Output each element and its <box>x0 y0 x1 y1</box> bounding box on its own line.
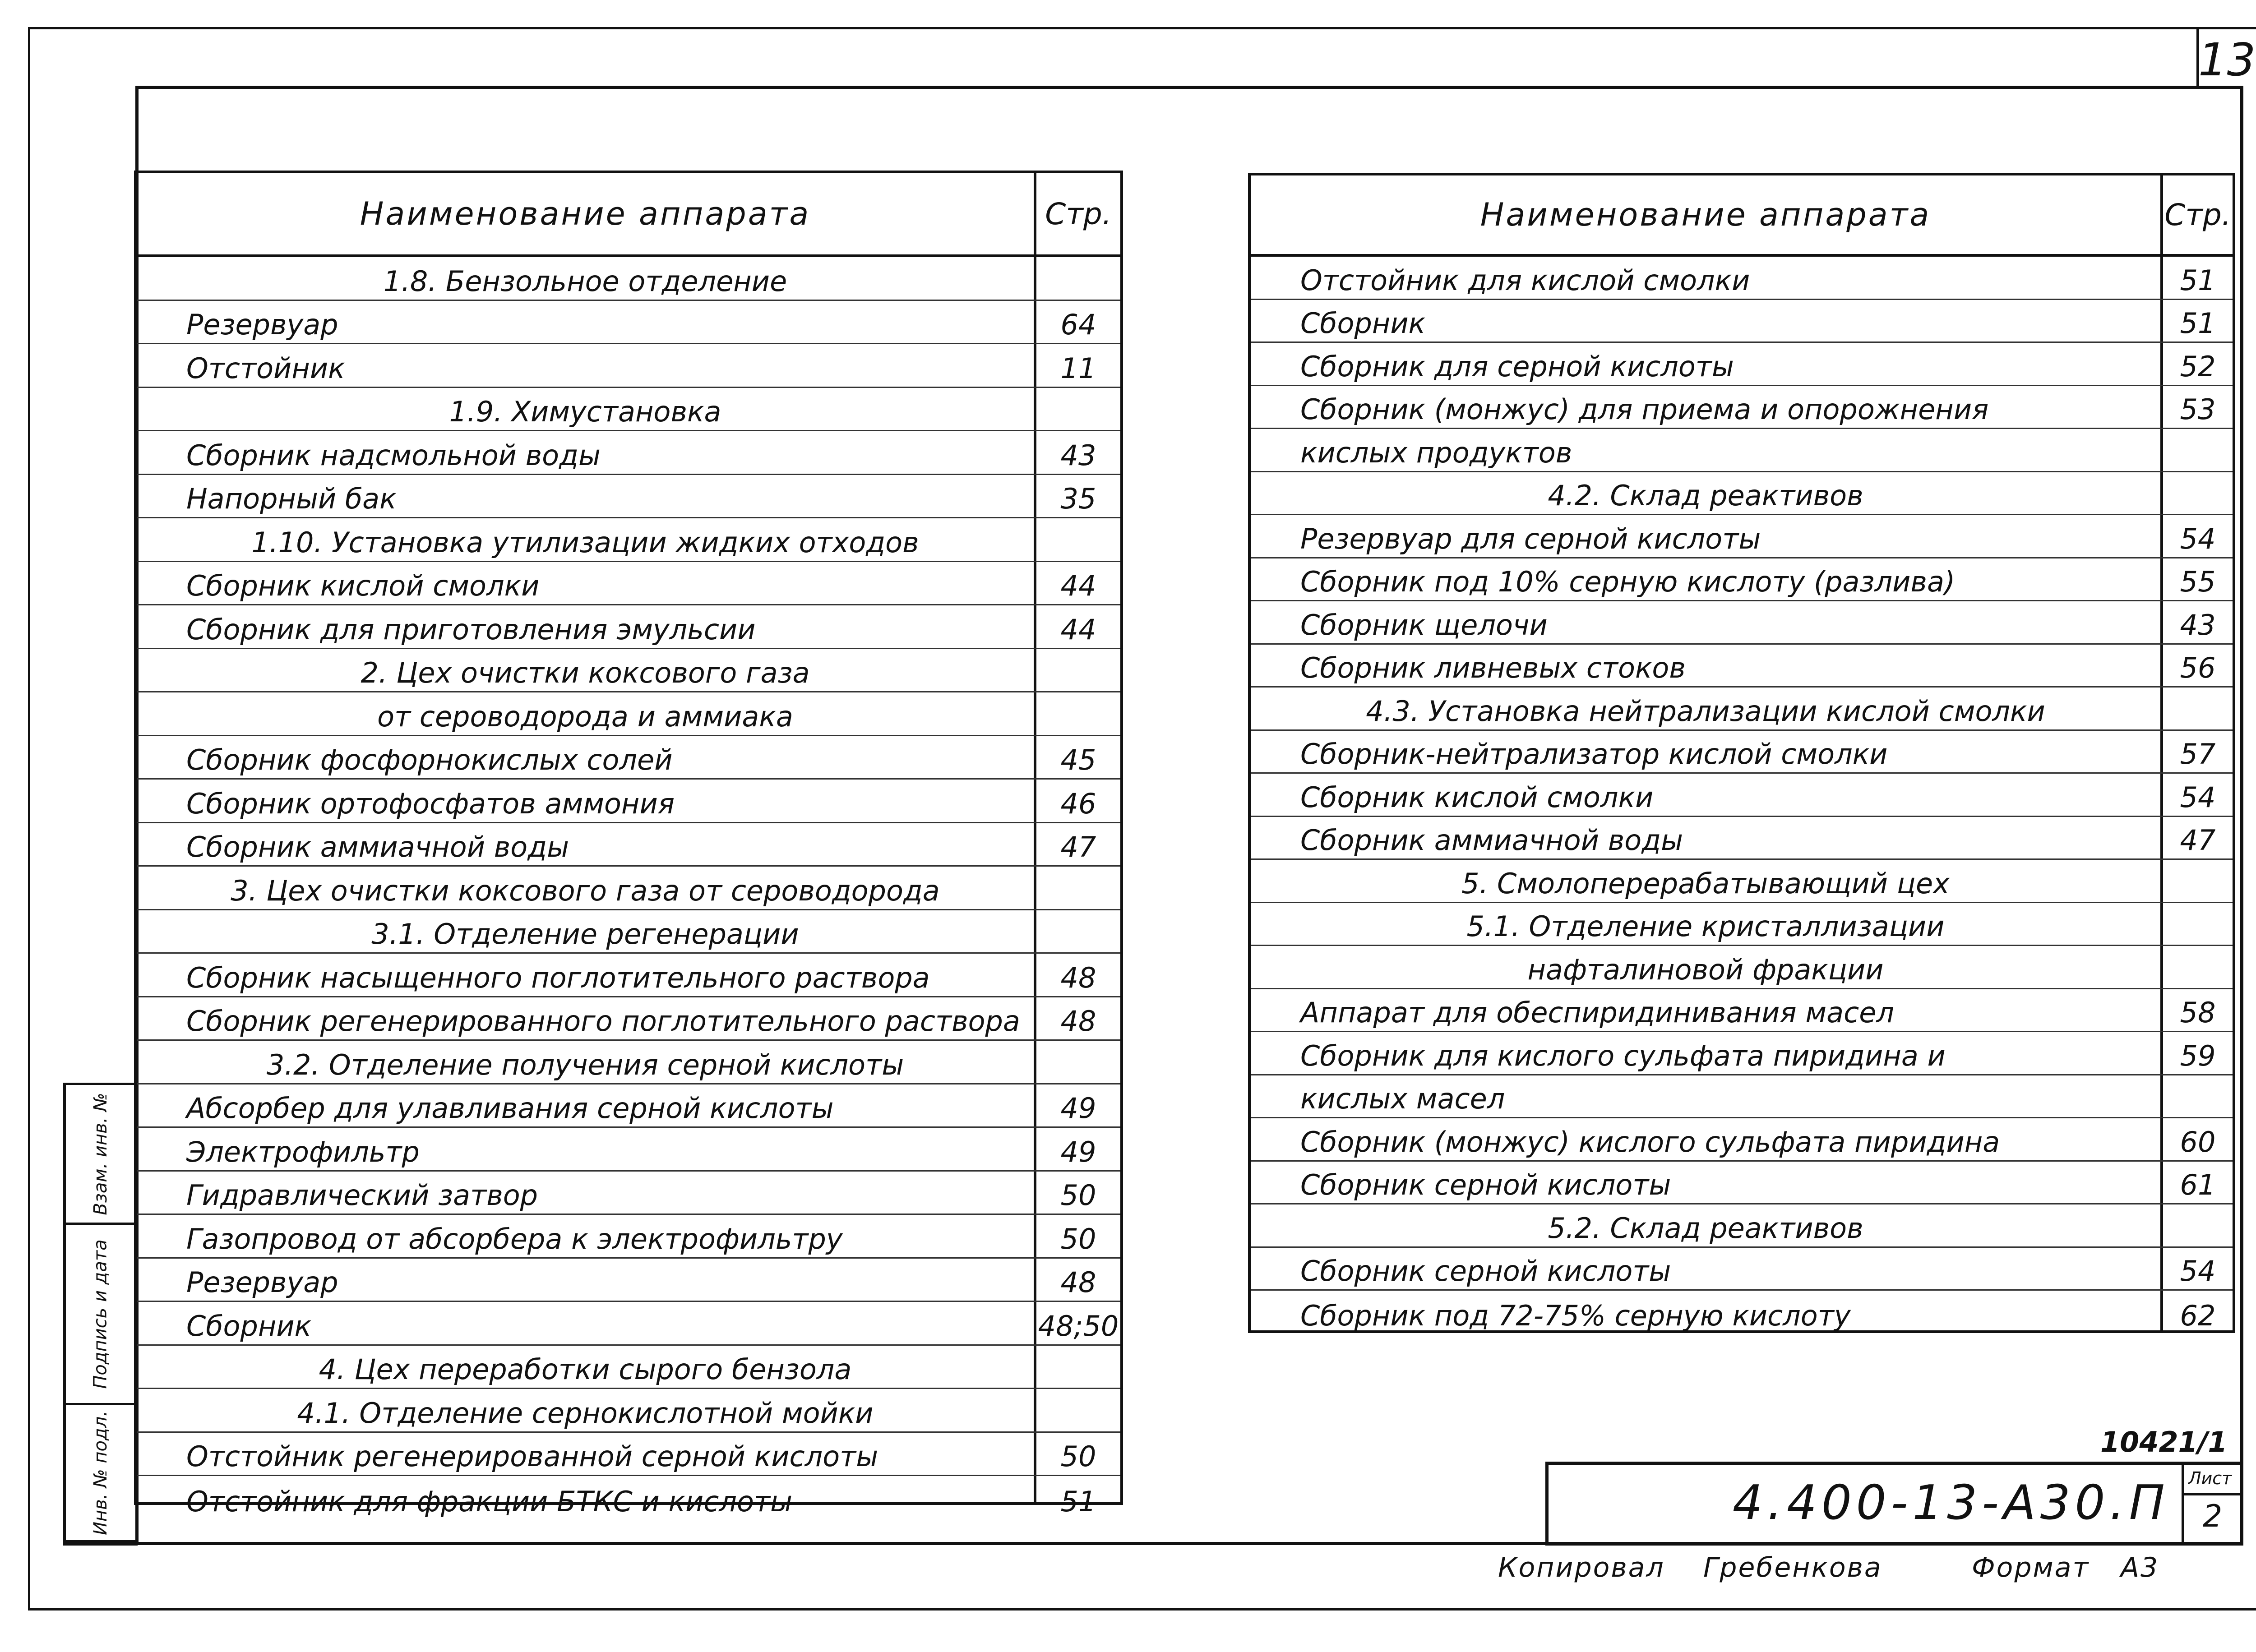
page-number-cell <box>1036 867 1120 909</box>
table-row <box>1251 429 2233 472</box>
page-number-cell: 50 <box>1060 1440 1096 1473</box>
table-row <box>137 518 1120 562</box>
page-number-cell <box>2163 860 2233 902</box>
table-row <box>1251 472 2233 516</box>
table-row <box>137 1302 1120 1346</box>
page-number-cell: 59 <box>2180 1039 2216 1072</box>
copied-label: Копировал <box>1498 1552 1665 1583</box>
section-heading: 4.2. Склад реактивов <box>1548 479 1863 512</box>
page-number-cell <box>1036 1389 1120 1431</box>
apparatus-name: кислых масел <box>1300 1082 1505 1115</box>
apparatus-name: Напорный бак <box>186 482 397 515</box>
apparatus-name: Отстойник <box>186 351 345 385</box>
section-heading: 5.2. Склад реактивов <box>1548 1211 1863 1245</box>
table-row <box>137 1476 1120 1520</box>
page-number-cell: 47 <box>2180 824 2216 857</box>
apparatus-name: Сборник надсмольной воды <box>186 438 601 472</box>
apparatus-name: Сборник (монжус) для приема и опорожнения <box>1300 393 1989 426</box>
table-row <box>137 1433 1120 1477</box>
sidebar-cell <box>65 1405 135 1542</box>
right-header-page: Стр. <box>2164 197 2231 232</box>
page-number-cell: 44 <box>1060 569 1096 602</box>
page-number-cell <box>2163 472 2233 514</box>
section-heading: 5.1. Отделение кристаллизации <box>1466 910 1945 943</box>
apparatus-name: Резервуар <box>186 308 338 341</box>
apparatus-name: кислых продуктов <box>1300 436 1572 469</box>
left-header-name: Наименование аппарата <box>360 195 811 232</box>
sidebar-cell <box>65 1225 135 1405</box>
apparatus-name: Сборник для приготовления эмульсии <box>186 613 756 646</box>
section-heading: 3.2. Отделение получения серной кислоты <box>266 1048 904 1081</box>
table-row <box>1251 774 2233 817</box>
table-row <box>1251 817 2233 860</box>
table-row <box>1251 688 2233 731</box>
apparatus-name: Сборник кислой смолки <box>1300 780 1654 814</box>
apparatus-name: Сборник под 72-75% серную кислоту <box>1300 1299 1851 1332</box>
page-number-cell: 49 <box>1060 1092 1096 1125</box>
table-row <box>137 954 1120 997</box>
page-number-cell: 54 <box>2180 780 2216 814</box>
apparatus-name: Сборник (монжус) кислого сульфата пиридина <box>1300 1125 2000 1158</box>
section-heading: от сероводорода и аммиака <box>377 700 793 733</box>
page-number-cell: 60 <box>2180 1125 2216 1158</box>
table-row <box>1251 731 2233 774</box>
page-number-cell: 53 <box>2180 393 2216 426</box>
page-number-cell: 46 <box>1060 787 1096 820</box>
apparatus-name: Сборник регенерированного поглотительного раствора <box>186 1005 1020 1038</box>
table-row <box>1251 558 2233 602</box>
table-row <box>1251 1248 2233 1291</box>
table-row <box>1251 343 2233 386</box>
page-number-cell <box>2163 1075 2233 1117</box>
page-number-cell <box>1036 518 1120 561</box>
page-number-cell: 57 <box>2180 738 2216 771</box>
table-row <box>1251 300 2233 343</box>
copied-name: Гребенкова <box>1703 1552 1882 1583</box>
page-number-cell: 43 <box>1060 438 1096 472</box>
page-number-cell: 48 <box>1060 1005 1096 1038</box>
table-row <box>1251 1204 2233 1248</box>
apparatus-name: Сборник аммиачной воды <box>186 831 569 863</box>
page-number-cell: 54 <box>2180 522 2216 555</box>
table-row <box>137 1389 1120 1433</box>
page-number-cell: 48 <box>1060 961 1096 994</box>
document-code: 4.400-13-А30.П <box>1733 1475 2169 1530</box>
table-row <box>137 1041 1120 1084</box>
page-number-cell <box>2163 903 2233 945</box>
table-row <box>137 997 1120 1041</box>
page-number-cell <box>1036 1346 1120 1388</box>
apparatus-name: Сборник ортофосфатов аммония <box>186 787 675 820</box>
right-table-header <box>1251 175 2233 257</box>
table-row <box>137 562 1120 606</box>
table-row <box>1251 1291 2233 1334</box>
apparatus-name: Электрофильтр <box>186 1135 420 1168</box>
section-heading: 4. Цех переработки сырого бензола <box>319 1353 852 1386</box>
table-row <box>1251 515 2233 558</box>
page-number-cell <box>1036 910 1120 953</box>
page-number-cell <box>1036 692 1120 735</box>
table-row <box>1251 860 2233 903</box>
page-number-cell: 58 <box>2180 996 2216 1029</box>
table-row <box>137 1259 1120 1302</box>
page-number-cell <box>2163 429 2233 471</box>
apparatus-name: Аппарат для обеспиридинивания масел <box>1300 996 1895 1029</box>
apparatus-name: Сборник <box>186 1309 312 1343</box>
section-heading: 1.9. Химустановка <box>449 395 721 428</box>
page-number-cell: 43 <box>2180 608 2216 641</box>
sidebar-label: Подпись и дата <box>90 1239 111 1389</box>
apparatus-name: Газопровод от абсорбера к электрофильтру <box>186 1222 843 1255</box>
table-row <box>137 692 1120 736</box>
sidebar-cell <box>65 1085 135 1225</box>
table-row <box>1251 645 2233 688</box>
apparatus-name: Сборник кислой смолки <box>186 569 540 602</box>
table-row <box>1251 946 2233 989</box>
sheet-value: 2 <box>2203 1499 2223 1534</box>
page-number-cell <box>1036 1041 1120 1083</box>
page-number-cell <box>1036 257 1120 300</box>
table-row <box>1251 903 2233 946</box>
sidebar-label: Инв. № подл. <box>90 1410 111 1535</box>
apparatus-name: Отстойник для фракции БТКС и кислоты <box>186 1485 793 1518</box>
apparatus-name: Сборник щелочи <box>1300 608 1548 641</box>
table-row <box>137 431 1120 475</box>
table-row <box>137 649 1120 693</box>
table-row <box>137 867 1120 910</box>
table-row <box>137 301 1120 345</box>
page-number-cell <box>2163 688 2233 729</box>
page-number-cell <box>2163 1204 2233 1246</box>
table-row <box>1251 989 2233 1033</box>
sheet-page-number: 13 <box>2198 33 2256 86</box>
section-heading: 4.1. Отделение сернокислотной мойки <box>297 1396 874 1430</box>
apparatus-name: Сборник ливневых стоков <box>1300 651 1686 684</box>
apparatus-name: Сборник для серной кислоты <box>1300 350 1734 383</box>
title-block-sheet-divider <box>2182 1462 2184 1546</box>
left-table-header <box>137 173 1120 257</box>
section-heading: нафталиновой фракции <box>1527 953 1884 986</box>
apparatus-name: Резервуар для серной кислоты <box>1300 522 1761 555</box>
frame-bottom-extension <box>63 1542 138 1546</box>
page-number-cell: 47 <box>1060 831 1096 863</box>
apparatus-name: Сборник серной кислоты <box>1300 1168 1671 1201</box>
page-number-cell: 51 <box>2180 263 2216 297</box>
section-heading: 1.8. Бензольное отделение <box>383 264 787 298</box>
table-row <box>1251 1075 2233 1119</box>
apparatus-name: Отстойник для кислой смолки <box>1300 263 1750 297</box>
sidebar-label: Взам. инв. № <box>90 1092 111 1215</box>
page-number-cell: 50 <box>1060 1179 1096 1212</box>
apparatus-name: Сборник-нейтрализатор кислой смолки <box>1300 738 1888 771</box>
page-number-cell: 62 <box>2180 1299 2216 1332</box>
section-heading: 4.3. Установка нейтрализации кислой смолки <box>1366 694 2045 728</box>
table-row <box>137 605 1120 649</box>
apparatus-name: Отстойник регенерированной серной кислоты <box>186 1440 878 1473</box>
table-row <box>1251 386 2233 429</box>
table-row <box>137 780 1120 823</box>
left-table <box>134 171 1123 1518</box>
page-number-cell <box>1036 649 1120 692</box>
table-row <box>137 1084 1120 1128</box>
page-number-cell: 64 <box>1060 308 1096 341</box>
apparatus-name: Сборник <box>1300 307 1426 340</box>
page-number-cell: 35 <box>1060 482 1096 515</box>
page-number-cell: 55 <box>2180 565 2216 598</box>
page-number-cell: 45 <box>1060 743 1096 776</box>
section-heading: 2. Цех очистки коксового газа <box>361 656 810 689</box>
table-row <box>137 1172 1120 1215</box>
right-header-name: Наименование аппарата <box>1480 196 1931 233</box>
right-table <box>1248 173 2235 1333</box>
page-number-cell: 49 <box>1060 1135 1096 1168</box>
table-row <box>137 257 1120 301</box>
format-label: Формат <box>1972 1552 2090 1583</box>
page-number-cell <box>2163 946 2233 988</box>
title-block-sheet-label-line <box>2182 1493 2243 1495</box>
table-row <box>137 388 1120 432</box>
page-number-cell: 44 <box>1060 613 1096 646</box>
apparatus-name: Сборник насыщенного поглотительного раствора <box>186 961 930 994</box>
apparatus-name: Сборник под 10% серную кислоту (разлива) <box>1300 565 1956 598</box>
apparatus-name: Гидравлический затвор <box>186 1179 538 1212</box>
page-number-cell: 50 <box>1060 1222 1096 1255</box>
table-row <box>137 736 1120 780</box>
page-number-cell: 56 <box>2180 651 2216 684</box>
apparatus-name: Сборник фосфорнокислых солей <box>186 743 673 776</box>
apparatus-name: Сборник для кислого сульфата пиридина и <box>1300 1039 1946 1072</box>
apparatus-name: Абсорбер для улавливания серной кислоты <box>186 1092 834 1125</box>
table-row <box>1251 601 2233 645</box>
table-row <box>137 823 1120 867</box>
page-number-cell: 51 <box>1060 1485 1096 1518</box>
section-heading: 3.1. Отделение регенерации <box>371 918 799 951</box>
format-value: А3 <box>2121 1552 2159 1583</box>
apparatus-name: Резервуар <box>186 1266 338 1299</box>
table-row <box>1251 1032 2233 1075</box>
table-row <box>1251 1118 2233 1162</box>
page-number-cell: 54 <box>2180 1255 2216 1287</box>
table-row <box>137 910 1120 954</box>
table-row <box>137 1128 1120 1172</box>
table-row <box>1251 1162 2233 1205</box>
table-row <box>137 344 1120 388</box>
page-number-cell <box>1036 388 1120 430</box>
page-number-cell: 48 <box>1060 1266 1096 1299</box>
left-header-page: Стр. <box>1045 196 1112 231</box>
table-row <box>137 1346 1120 1389</box>
page-number-cell: 51 <box>2180 307 2216 340</box>
page-number-cell: 11 <box>1060 351 1096 385</box>
section-heading: 1.10. Установка утилизации жидких отходов <box>251 526 919 559</box>
page-number-cell: 52 <box>2180 350 2216 383</box>
table-row <box>137 475 1120 519</box>
page-number-cell: 61 <box>2180 1168 2216 1201</box>
table-row <box>137 1215 1120 1259</box>
section-heading: 5. Смолоперерабатывающий цех <box>1461 867 1950 900</box>
apparatus-name: Сборник аммиачной воды <box>1300 824 1683 857</box>
page-number-cell: 48;50 <box>1038 1309 1119 1343</box>
section-heading: 3. Цех очистки коксового газа от сероводорода <box>231 874 940 907</box>
doc-number-small: 10421/1 <box>2100 1426 2228 1458</box>
table-row <box>1251 257 2233 300</box>
sheet-label: Лист <box>2188 1468 2232 1488</box>
apparatus-name: Сборник серной кислоты <box>1300 1255 1671 1287</box>
